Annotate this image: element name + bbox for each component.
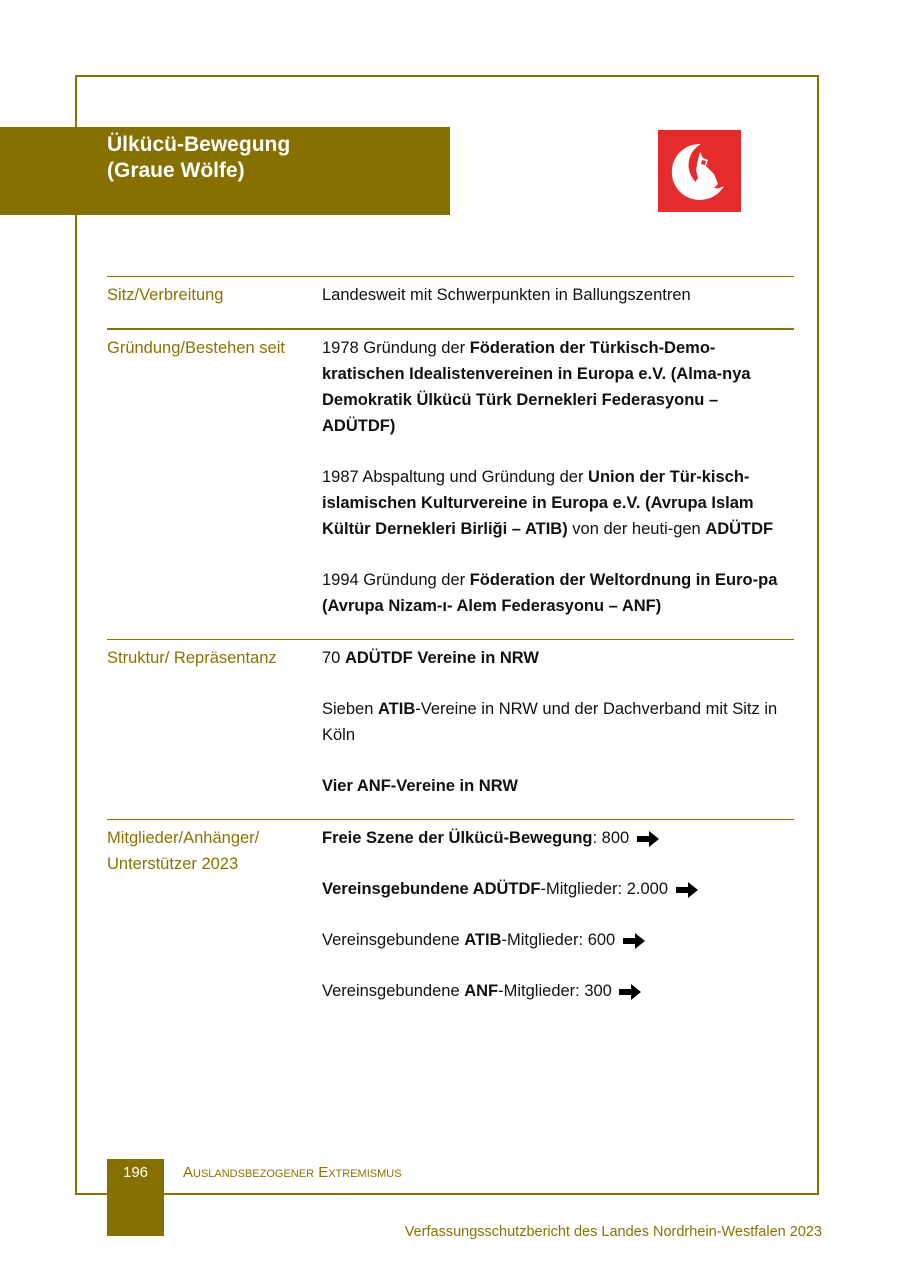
right-arrow-icon [637,831,659,847]
table-row [107,276,794,328]
row-label: Struktur/ Repräsentanz [107,649,277,667]
info-table [107,276,794,1024]
row-content: 70 ADÜTDF Vereine in NRW Sieben ATIB-Vereine in NRW und der Dachverband mit Sitz in Köln Vier ANF-Vereine in NRW [322,649,778,795]
section-title: Auslandsbezogener Extremismus [183,1164,402,1181]
page-title: Ülkücü-Bewegung (Graue Wölfe) [107,133,291,182]
row-label: Mitglieder/Anhänger/ Unterstützer 2023 [107,829,260,873]
row-content: Landesweit mit Schwerpunkten in Ballungszentren [322,286,691,304]
table-row [107,328,794,639]
right-arrow-icon [676,882,698,898]
row-content: Freie Szene der Ülkücü-Bewegung: 800 Vereinsgebundene ADÜTDF-Mitglieder: 2.000 Vereinsgebundene ATIB-Mitglieder: 600 Vereinsgebundene ANF-Mitglieder: 300 [322,825,787,1004]
grey-wolf-crescent-emblem-icon [658,130,741,212]
row-label: Gründung/Bestehen seit [107,339,285,357]
publisher-line: Verfassungsschutzbericht des Landes Nordrhein-Westfalen 2023 [404,1224,822,1240]
page-number: 196 [122,1164,149,1181]
table-row [107,639,794,819]
right-arrow-icon [623,933,645,949]
right-arrow-icon [619,984,641,1000]
row-content: 1978 Gründung der Föderation der Türkisch-Demo-kratischen Idealistenvereinen in Europa e.V. (Alma-nya Demokratik Ülkücü Türk Dernekleri Federasyonu – ADÜTDF) 1987 Abspaltung und Gründung der Union der Tür-kisch-islamischen Kulturvereine in Europa e.V. (Avrupa Islam Kültür Dernekleri Birliği – ATIB) von der heuti-gen ADÜTDF 1994 Gründung der Föderation der Weltordnung in Euro-pa (Avrupa Nizam-ı- Alem Federasyonu – ANF) [322,339,778,615]
row-label: Sitz/Verbreitung [107,286,224,304]
table-row [107,819,794,1024]
